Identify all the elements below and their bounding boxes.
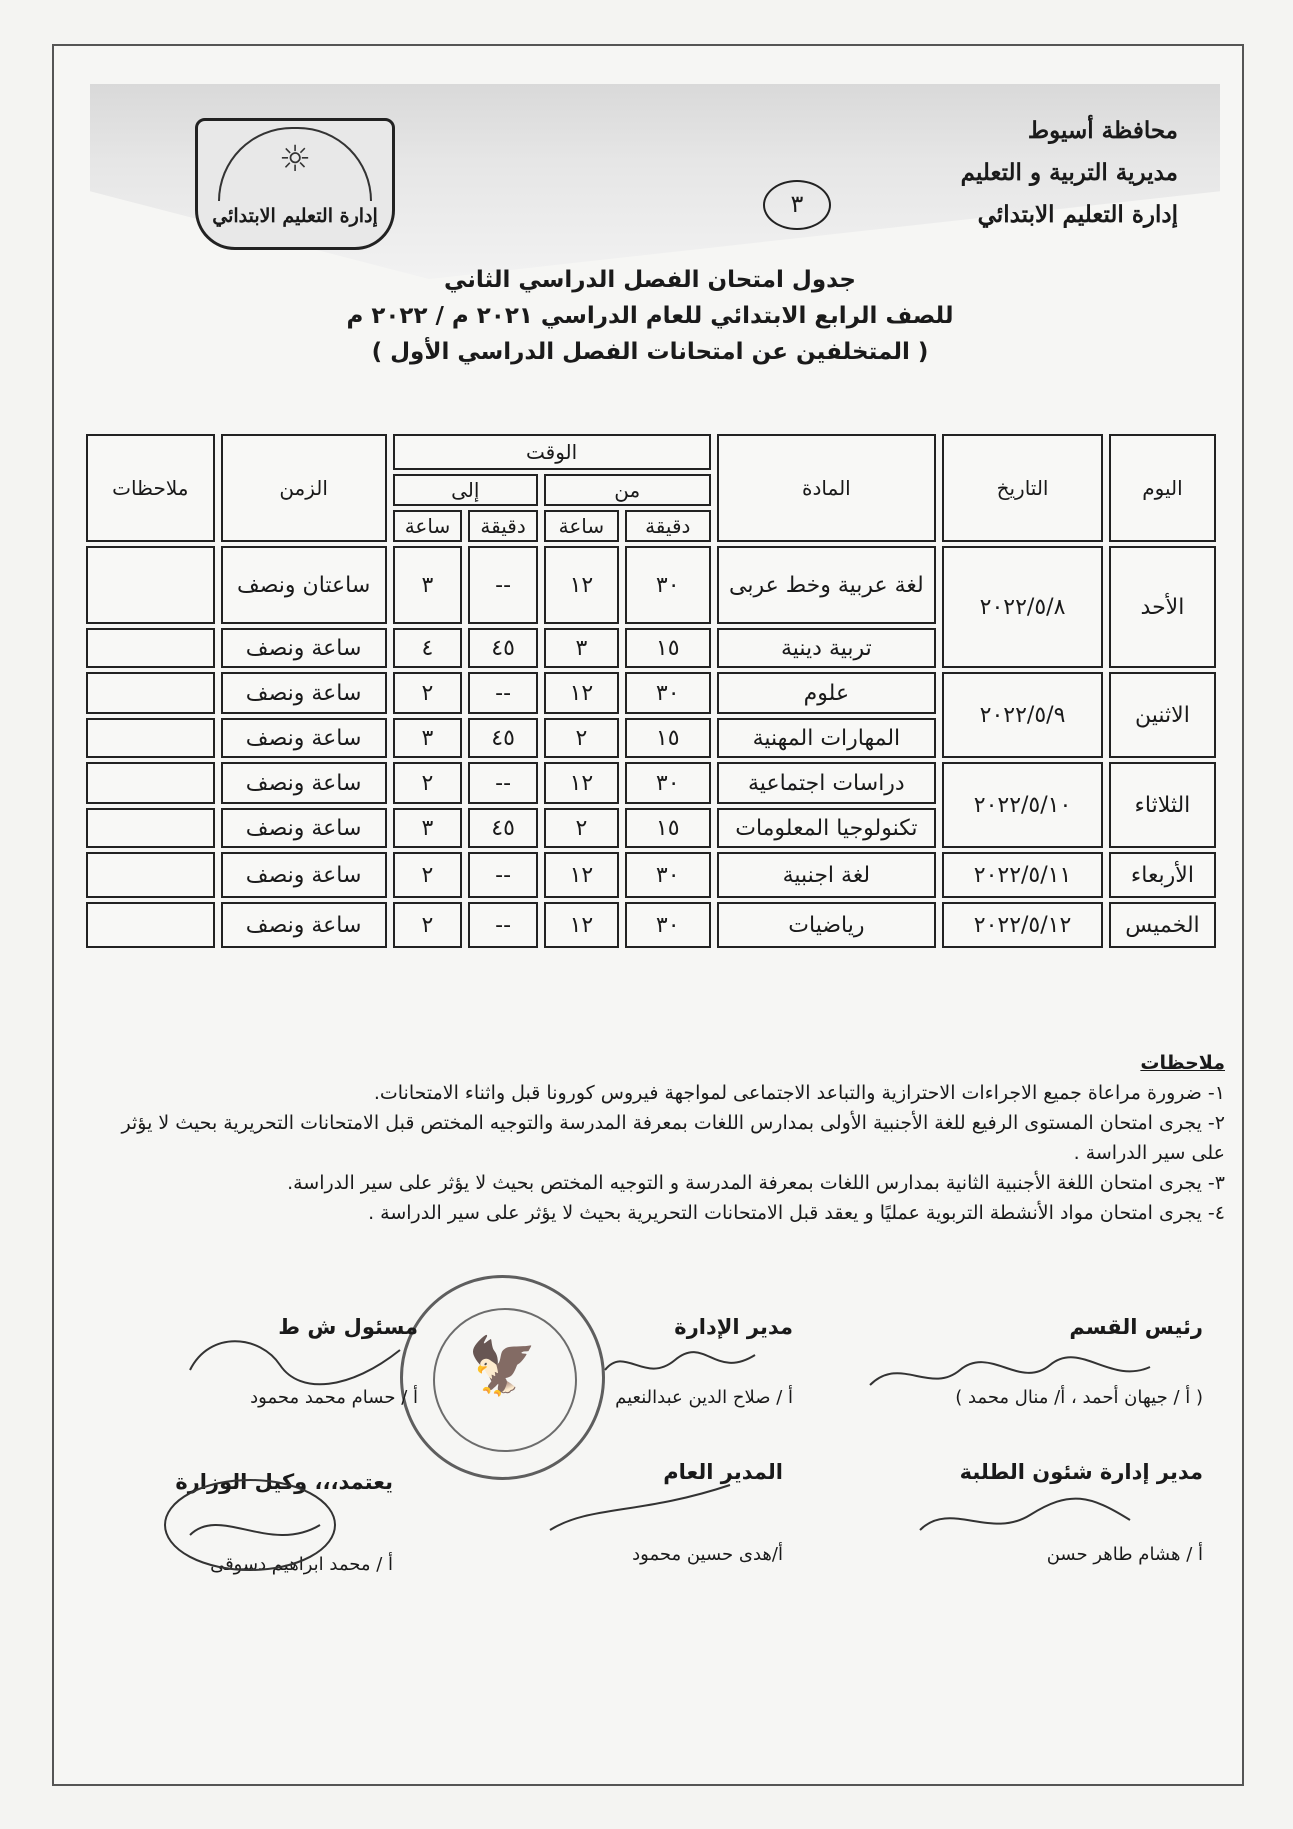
subject-cell: دراسات اجتماعية bbox=[717, 762, 937, 804]
duration-cell: ساعة ونصف bbox=[221, 718, 387, 758]
to-hour-cell: ٣ bbox=[393, 808, 463, 848]
logo-text: إدارة التعليم الابتدائي bbox=[212, 205, 378, 227]
to-hour-cell: ٤ bbox=[393, 628, 463, 668]
to-minute-cell: -- bbox=[468, 852, 538, 898]
signature-title: رئيس القسم bbox=[1069, 1315, 1203, 1339]
from-hour-cell: ١٢ bbox=[544, 672, 619, 714]
to-hour-cell: ٣ bbox=[393, 718, 463, 758]
table-row bbox=[86, 762, 1216, 804]
header-to: إلى bbox=[393, 474, 538, 506]
signature-scribble-icon bbox=[910, 1485, 1140, 1555]
subject-cell: تكنولوجيا المعلومات bbox=[717, 808, 937, 848]
signature-scribble-icon bbox=[170, 1320, 420, 1400]
day-cell: الاثنين bbox=[1109, 672, 1216, 758]
duration-cell: ساعتان ونصف bbox=[221, 546, 387, 624]
signature-scribble-icon bbox=[540, 1475, 740, 1545]
notes-cell bbox=[86, 852, 215, 898]
from-hour-cell: ١٢ bbox=[544, 852, 619, 898]
to-hour-cell: ٢ bbox=[393, 762, 463, 804]
table-row bbox=[86, 546, 1216, 624]
from-hour-cell: ١٢ bbox=[544, 546, 619, 624]
from-minute-cell: ٣٠ bbox=[625, 762, 711, 804]
table-row bbox=[86, 852, 1216, 898]
header-to-hour: ساعة bbox=[393, 510, 463, 542]
to-minute-cell: -- bbox=[468, 902, 538, 948]
from-hour-cell: ١٢ bbox=[544, 902, 619, 948]
signature-scribble-icon bbox=[595, 1340, 765, 1390]
title-line-2: للصف الرابع الابتدائي للعام الدراسي ٢٠٢١ م / ٢٠٢٢ م bbox=[346, 303, 954, 329]
governorate-line: محافظة أسيوط bbox=[1027, 117, 1178, 144]
signature-title: مدير إدارة شئون الطلبة bbox=[959, 1460, 1203, 1484]
subject-cell: تربية دينية bbox=[717, 628, 937, 668]
subject-cell: علوم bbox=[717, 672, 937, 714]
header-from-minute: دقيقة bbox=[625, 510, 711, 542]
duration-cell: ساعة ونصف bbox=[221, 852, 387, 898]
logo-emblem-icon bbox=[218, 127, 372, 201]
day-cell: الثلاثاء bbox=[1109, 762, 1216, 848]
eagle-emblem-icon: 🦅 bbox=[467, 1334, 538, 1399]
date-cell: ٢٠٢٢/٥/١١ bbox=[942, 852, 1103, 898]
header-to-minute: دقيقة bbox=[468, 510, 538, 542]
from-minute-cell: ١٥ bbox=[625, 718, 711, 758]
page-number: ٣ bbox=[763, 180, 831, 230]
from-hour-cell: ٣ bbox=[544, 628, 619, 668]
from-minute-cell: ١٥ bbox=[625, 628, 711, 668]
notes-heading: ملاحظات bbox=[1140, 1052, 1225, 1074]
administration-line: إدارة التعليم الابتدائي bbox=[977, 201, 1178, 228]
administration-logo bbox=[195, 118, 395, 250]
to-minute-cell: -- bbox=[468, 762, 538, 804]
subject-cell: لغة عربية وخط عربى bbox=[717, 546, 937, 624]
table-row bbox=[86, 902, 1216, 948]
to-minute-cell: -- bbox=[468, 672, 538, 714]
signature-title: مدير الإدارة bbox=[674, 1315, 793, 1339]
duration-cell: ساعة ونصف bbox=[221, 762, 387, 804]
subject-cell: المهارات المهنية bbox=[717, 718, 937, 758]
directorate-line: مديرية التربية و التعليم bbox=[960, 159, 1178, 186]
to-minute-cell: -- bbox=[468, 546, 538, 624]
to-hour-cell: ٣ bbox=[393, 546, 463, 624]
signature-name: أ / صلاح الدين عبدالنعيم bbox=[615, 1387, 793, 1408]
signature-name: أ / هشام طاهر حسن bbox=[1046, 1544, 1203, 1565]
duration-cell: ساعة ونصف bbox=[221, 672, 387, 714]
notes-cell bbox=[86, 672, 215, 714]
notes-cell bbox=[86, 546, 215, 624]
from-minute-cell: ١٥ bbox=[625, 808, 711, 848]
from-hour-cell: ١٢ bbox=[544, 762, 619, 804]
header-date: التاريخ bbox=[942, 434, 1103, 542]
title-line-3: ( المتخلفين عن امتحانات الفصل الدراسي الأول ) bbox=[371, 339, 929, 365]
notes-cell bbox=[86, 902, 215, 948]
header-time: الوقت bbox=[393, 434, 711, 470]
from-minute-cell: ٣٠ bbox=[625, 852, 711, 898]
header-subject: المادة bbox=[717, 434, 937, 542]
duration-cell: ساعة ونصف bbox=[221, 628, 387, 668]
date-cell: ٢٠٢٢/٥/١٠ bbox=[942, 762, 1103, 848]
from-minute-cell: ٣٠ bbox=[625, 902, 711, 948]
note-item: ٣- يجرى امتحان اللغة الأجنبية الثانية بمدارس اللغات بمعرفة المدرسة و التوجيه المختص بحيث لا يؤثر على سير الدراسة. bbox=[287, 1172, 1225, 1194]
signature-name: أ/هدى حسين محمود bbox=[632, 1544, 783, 1565]
header-notes: ملاحظات bbox=[86, 434, 215, 542]
to-hour-cell: ٢ bbox=[393, 902, 463, 948]
table-row bbox=[86, 672, 1216, 714]
day-cell: الأربعاء bbox=[1109, 852, 1216, 898]
header-from: من bbox=[544, 474, 711, 506]
note-item: ٢- يجرى امتحان المستوى الرفيع للغة الأجنبية الأولى بمدارس اللغات بمعرفة المدرسة والتوجيه المختص قبل الامتحانات التحريرية بحيث لا يؤثر على سير الدراسة . bbox=[121, 1112, 1225, 1164]
signature-scribble-icon bbox=[860, 1345, 1160, 1405]
to-hour-cell: ٢ bbox=[393, 672, 463, 714]
document-titles bbox=[300, 262, 1000, 370]
signature-scribble-icon bbox=[150, 1465, 370, 1585]
exam-schedule-table bbox=[80, 430, 1222, 952]
signature-title: يعتمد،،، وكيل الوزارة bbox=[175, 1470, 393, 1494]
notes-section bbox=[85, 1048, 1225, 1228]
note-item: ٤- يجرى امتحان مواد الأنشطة التربوية عمليًا و يعقد قبل الامتحانات التحريرية بحيث لا يؤثر على سير الدراسة . bbox=[368, 1202, 1225, 1224]
to-minute-cell: ٤٥ bbox=[468, 808, 538, 848]
to-minute-cell: ٤٥ bbox=[468, 628, 538, 668]
notes-cell bbox=[86, 628, 215, 668]
from-hour-cell: ٢ bbox=[544, 808, 619, 848]
date-cell: ٢٠٢٢/٥/٩ bbox=[942, 672, 1103, 758]
title-line-1: جدول امتحان الفصل الدراسي الثاني bbox=[443, 267, 857, 293]
notes-cell bbox=[86, 718, 215, 758]
signature-name: أ / محمد ابراهيم دسوقى bbox=[210, 1554, 393, 1575]
to-hour-cell: ٢ bbox=[393, 852, 463, 898]
subject-cell: لغة اجنبية bbox=[717, 852, 937, 898]
from-minute-cell: ٣٠ bbox=[625, 546, 711, 624]
header-day: اليوم bbox=[1109, 434, 1216, 542]
duration-cell: ساعة ونصف bbox=[221, 808, 387, 848]
header-duration: الزمن bbox=[221, 434, 387, 542]
notes-cell bbox=[86, 762, 215, 804]
to-minute-cell: ٤٥ bbox=[468, 718, 538, 758]
header-authority bbox=[918, 110, 1178, 236]
signature-title: المدير العام bbox=[663, 1460, 783, 1484]
note-item: ١- ضرورة مراعاة جميع الاجراءات الاحترازية والتباعد الاجتماعى لمواجهة فيروس كورونا قبل واثناء الامتحانات. bbox=[373, 1082, 1225, 1104]
date-cell: ٢٠٢٢/٥/٨ bbox=[942, 546, 1103, 668]
day-cell: الخميس bbox=[1109, 902, 1216, 948]
date-cell: ٢٠٢٢/٥/١٢ bbox=[942, 902, 1103, 948]
header-from-hour: ساعة bbox=[544, 510, 619, 542]
signature-name: ( أ / جيهان أحمد ، أ/ منال محمد ) bbox=[955, 1387, 1203, 1408]
subject-cell: رياضيات bbox=[717, 902, 937, 948]
day-cell: الأحد bbox=[1109, 546, 1216, 668]
duration-cell: ساعة ونصف bbox=[221, 902, 387, 948]
signature-name: أ / حسام محمد محمود bbox=[250, 1387, 418, 1408]
from-hour-cell: ٢ bbox=[544, 718, 619, 758]
notes-cell bbox=[86, 808, 215, 848]
signature-title: مسئول ش ط bbox=[278, 1315, 418, 1339]
from-minute-cell: ٣٠ bbox=[625, 672, 711, 714]
